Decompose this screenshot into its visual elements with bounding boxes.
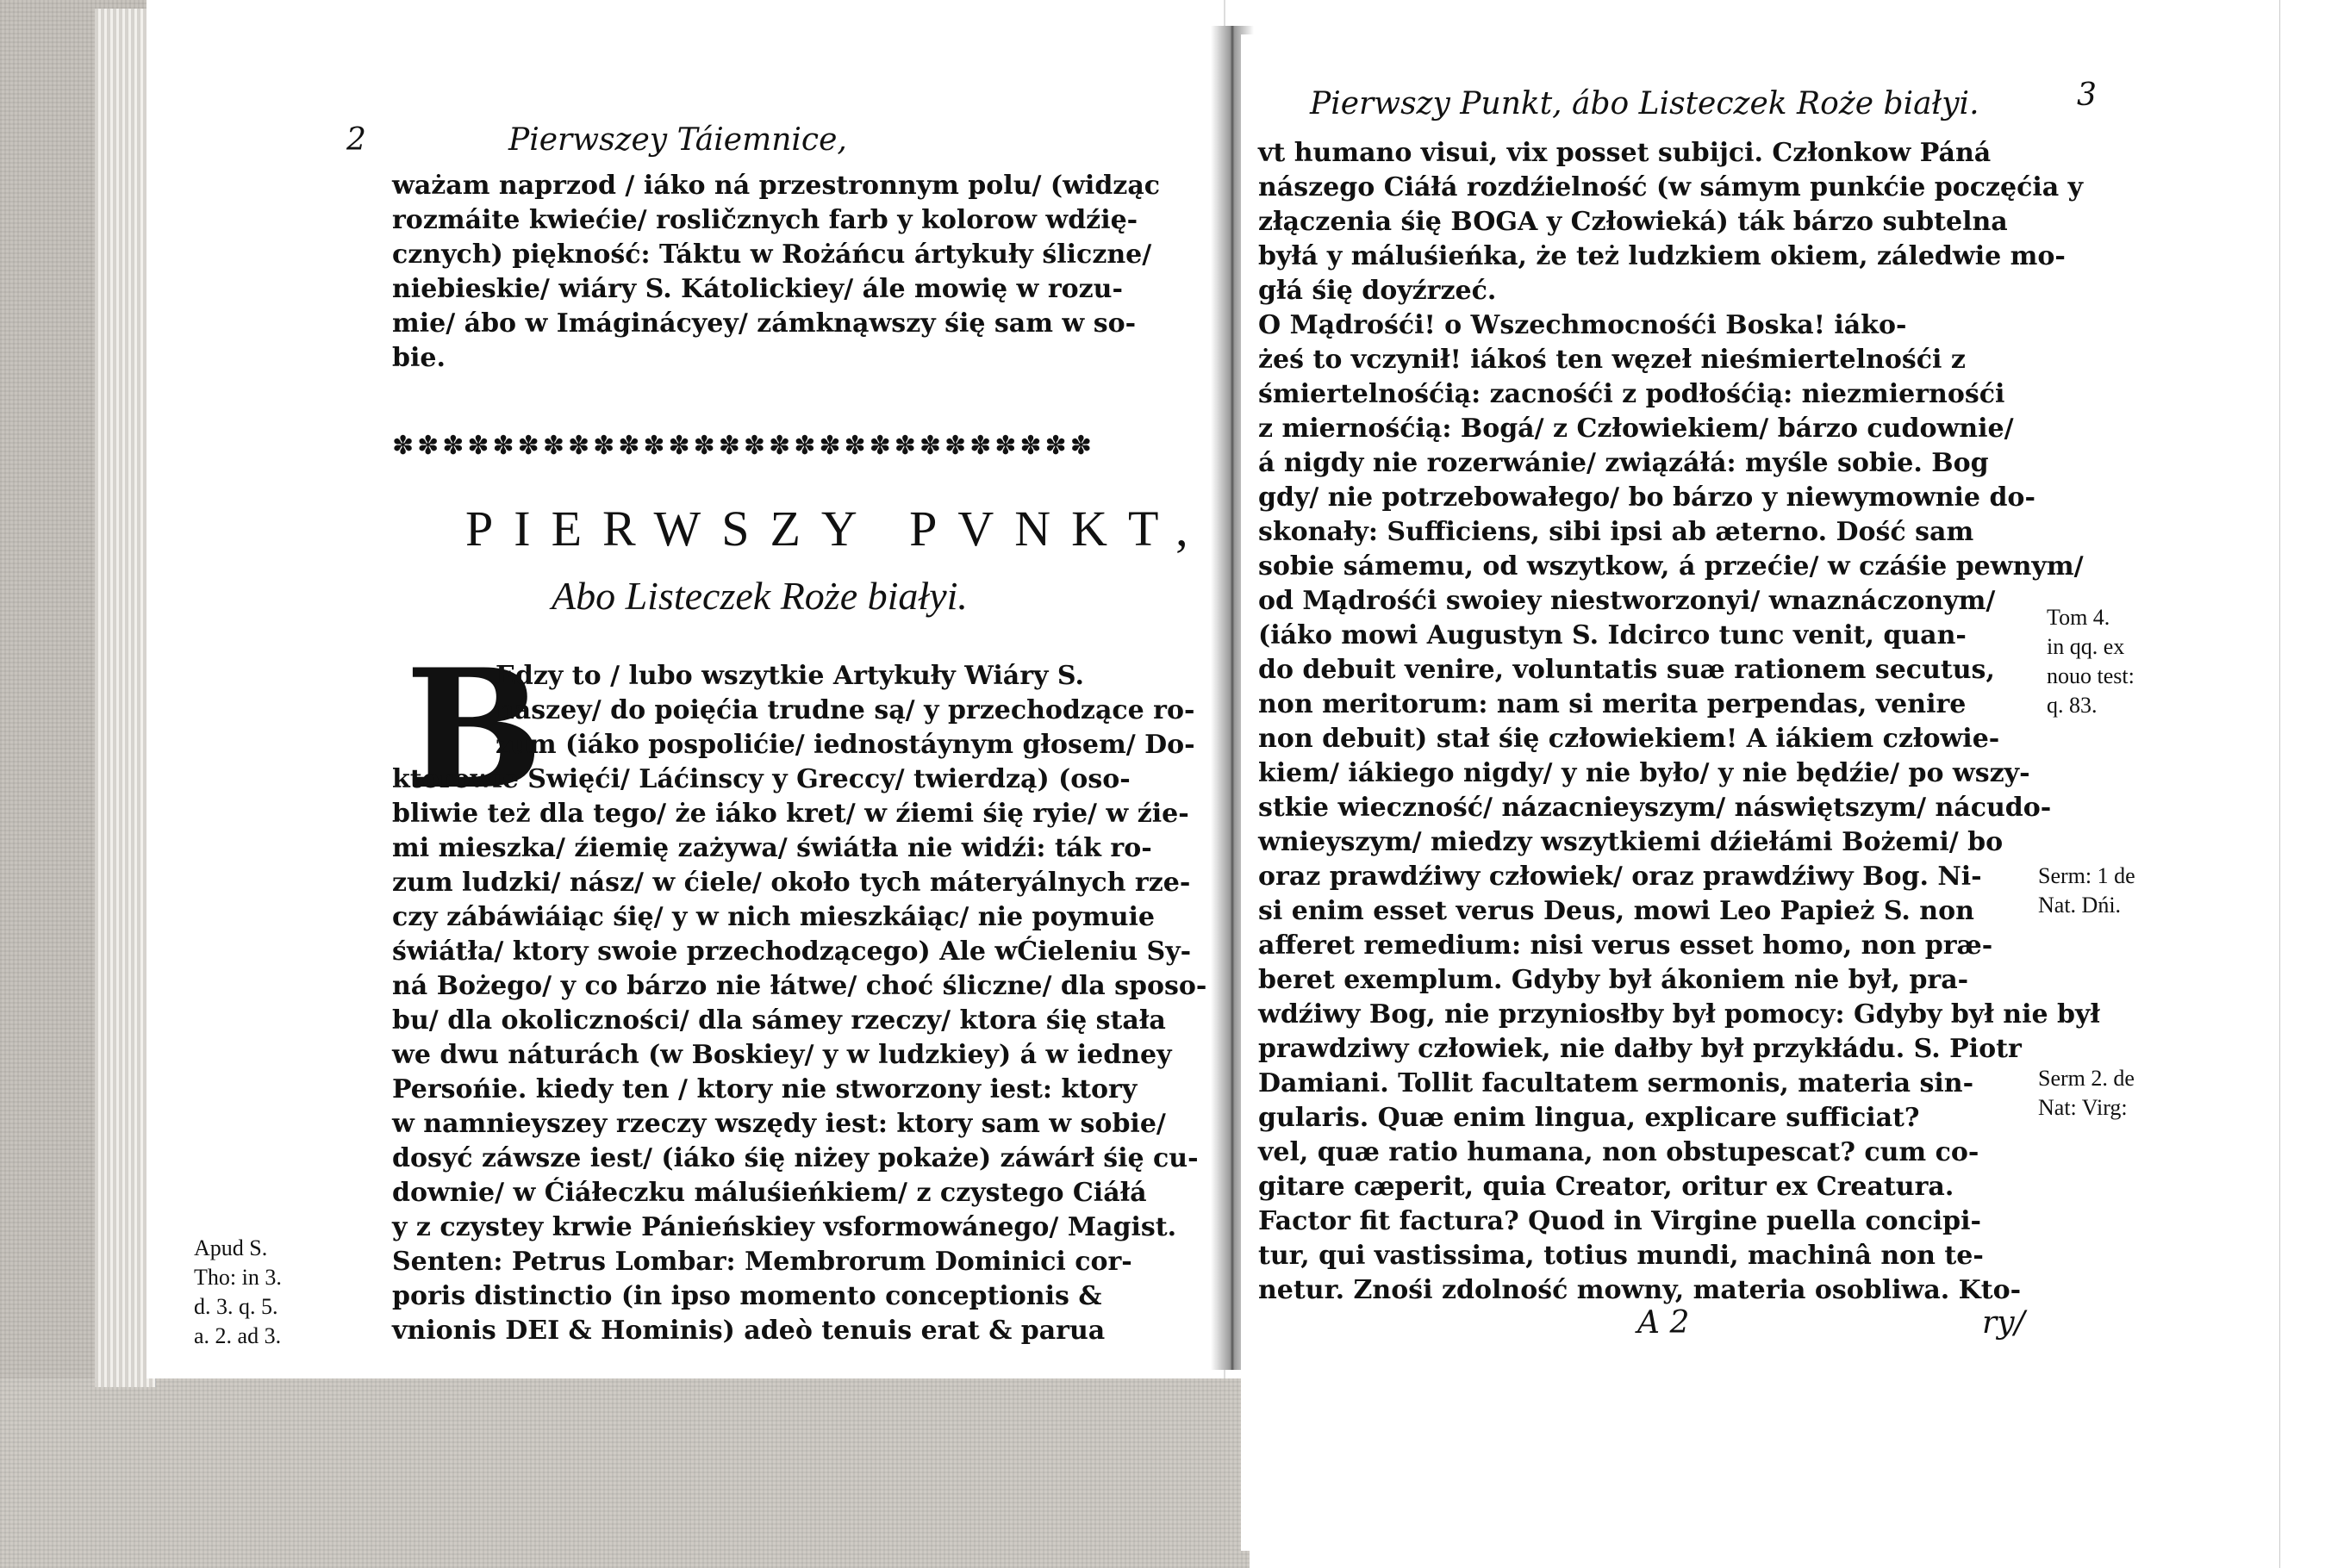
text-line: miе/ ábo w Imáginácyey/ zámknąwszy śię sam w so- bbox=[392, 308, 1137, 339]
text-line: Damiani. Tollit facultatem sermonis, materia sin- bbox=[1258, 1068, 1974, 1098]
right-page bbox=[1241, 34, 2314, 1551]
right-body-text bbox=[1258, 136, 2100, 1308]
left-margin-note bbox=[194, 1234, 282, 1351]
right-page-edge bbox=[2279, 0, 2344, 1568]
text-line: Persońie. kiedy ten / ktory nie stworzony iest: ktory bbox=[392, 1074, 1138, 1104]
text-line: byłá y máluśieńka, że też ludzkiem okiem, záledwie mo- bbox=[1258, 241, 2066, 271]
text-line: bie. bbox=[392, 343, 446, 373]
text-line: od Mądrośći swoiey niestworzonyi/ wnaznáczonym/ bbox=[1258, 586, 1996, 616]
text-line: nászego Ciáłá rozdźielność (w sámym punkćie poczęćia y bbox=[1258, 172, 2084, 202]
text-line: y z czystey krwie Pánieńskiey vsformowánego/ Magist. bbox=[392, 1212, 1177, 1242]
text-line: w namnieyszey rzeczy wszędy iest: ktory sam w sobie/ bbox=[392, 1109, 1166, 1139]
margin-line: Nat. Dńi. bbox=[2038, 893, 2122, 918]
text-line: we dwu náturách (w Boskiey/ y w ludzkiey) á w iedney bbox=[392, 1040, 1172, 1070]
text-line: ná Bożego/ y co bárzo nie łátwe/ choć śliczne/ dla sposo- bbox=[392, 971, 1207, 1001]
text-line: zum (iáko pospolićie/ iednostáynym głosem/ Do- bbox=[496, 730, 1195, 760]
text-line: tur, qui vastissima, totius mundi, machinâ non te- bbox=[1258, 1241, 1984, 1271]
section-title: PIERWSZY PVNKT, bbox=[465, 501, 1209, 557]
left-running-head: Pierwszey Táiemnice, bbox=[508, 122, 847, 158]
margin-line: in qq. ex bbox=[2047, 634, 2125, 659]
text-line: skonały: Sufficiens, sibi ipsi ab æterno. Dość sam bbox=[1258, 517, 1974, 547]
text-line: mi mieszka/ źiemię zażywa/ świátła nie widźi: ták ro- bbox=[392, 833, 1152, 863]
section-subtitle: Abo Listeczek Roże białyi. bbox=[552, 574, 968, 618]
margin-line: q. 83. bbox=[2047, 693, 2098, 718]
text-line: dosyć záwsze iest/ (iáko śię niżey pokaże) záwárł śię cu- bbox=[392, 1143, 1199, 1173]
left-top-text bbox=[392, 169, 1160, 376]
margin-line: nouo test: bbox=[2047, 663, 2135, 688]
text-line: gdy/ nie potrzebowałego/ bo bárzo y niewymownie do- bbox=[1258, 482, 2035, 513]
text-line: bliwie też dla tego/ że iáko kret/ w źiemi śię ryie/ w źie- bbox=[392, 799, 1189, 829]
text-line: netur. Znośi zdolność mowny, materia osobliwa. Kto- bbox=[1258, 1275, 2022, 1305]
text-line: z miernośćią: Bogá/ z Człowiekiem/ bárzo cudownie/ bbox=[1258, 414, 2014, 444]
text-line: si enim esset verus Deus, mowi Leo Papież S. non bbox=[1258, 896, 1974, 926]
text-line: Factor fit factura? Quod in Virgine puella concipi- bbox=[1258, 1206, 1981, 1236]
text-line: Edzy to / lubo wszytkie Artykuły Wiáry S. bbox=[496, 661, 1084, 691]
text-line: non debuit) stał śię człowiekiem! A iákiem człowie- bbox=[1258, 724, 2000, 754]
text-line: sobie sámemu, od wszytkow, á przećie/ w czáśie pewnym/ bbox=[1258, 551, 2084, 582]
text-line: wdźiwy Bog, nie przyniosłby był pomocy: Gdyby był nie był bbox=[1258, 999, 2100, 1030]
text-line: żeś to vczynił! iákoś ten węzeł nieśmiertelnośći z bbox=[1258, 345, 1966, 375]
text-line: vnionis DEI & Hominis) adeò tenuis erat & parua bbox=[392, 1316, 1106, 1346]
text-line: do debuit venire, voluntatis suæ rationem secutus, bbox=[1258, 655, 1995, 685]
text-line: złączenia śię BOGA y Człowieká) ták bárzo subtelna bbox=[1258, 207, 2008, 237]
text-line: czy zábáwiáiąc śię/ y w nich mieszkáiąc/ nie poymuie bbox=[392, 902, 1155, 932]
drop-capital: B bbox=[405, 633, 544, 825]
left-page bbox=[146, 0, 1224, 1378]
text-line: ktorowie Swięći/ Láćinscy y Greccy/ twierdzą) (oso- bbox=[392, 764, 1131, 794]
cloth-background-bottom bbox=[0, 1378, 1250, 1568]
text-line: rozmáite kwiećie/ rosličznych farb y kolorow wdźię- bbox=[392, 205, 1138, 235]
text-line: gularis. Quæ enim lingua, explicare sufficiat? bbox=[1258, 1103, 1920, 1133]
text-line: vel, quæ ratio humana, non obstupescat? cum co- bbox=[1258, 1137, 1979, 1167]
text-line: poris distinctio (in ipso momento conceptionis & bbox=[392, 1281, 1102, 1311]
text-line: wnieyszym/ miedzy wszytkiemi dźiełámi Bożemi/ bo bbox=[1258, 827, 2004, 857]
text-line: stkie wieczność/ názacnieyszym/ náswiętszym/ nácudo- bbox=[1258, 793, 2052, 823]
text-line: świátła/ ktory swoie przechodzącego) Ale wĆieleniu Sy- bbox=[392, 936, 1192, 967]
text-line: cznych) piękność: Táktu w Rożáńcu ártykuły śliczne/ bbox=[392, 240, 1152, 270]
text-line: non meritorum: nam si merita perpendas, venire bbox=[1258, 689, 1967, 719]
text-line: á nigdy nie rozerwánie/ związáłá: myśle sobie. Bog bbox=[1258, 448, 1989, 478]
right-running-head: Pierwszy Punkt, ábo Listeczek Roże białyi. bbox=[1310, 86, 1979, 121]
signature-mark: A 2 bbox=[1637, 1305, 1690, 1341]
text-line: vt humano visui, vix posset subijci. Członkow Páná bbox=[1258, 138, 1992, 168]
margin-line: Serm: 1 de bbox=[2038, 863, 2135, 888]
catchword: ry/ bbox=[1982, 1305, 2025, 1341]
margin-line: Serm 2. de bbox=[2038, 1066, 2135, 1091]
right-page-number: 3 bbox=[2077, 78, 2097, 113]
text-line: beret exemplum. Gdyby był ákoniem nie był, pra- bbox=[1258, 965, 1969, 995]
margin-line: d. 3. q. 5. bbox=[194, 1294, 278, 1319]
text-line: zum ludzki/ nász/ w ćiele/ około tych máteryálnych rze- bbox=[392, 868, 1191, 898]
text-line: niebieskie/ wiáry S. Kátolickiey/ ále mowię w rozu- bbox=[392, 274, 1123, 304]
margin-line: Tho: in 3. bbox=[194, 1265, 282, 1290]
text-line: nászey/ do poięćia trudne są/ y przechodzące ro- bbox=[496, 695, 1195, 725]
margin-line: Tom 4. bbox=[2047, 605, 2110, 630]
text-line: Senten: Petrus Lombar: Membrorum Dominici cor- bbox=[392, 1247, 1132, 1277]
margin-line: a. 2. ad 3. bbox=[194, 1323, 282, 1348]
text-line: O Mądrośći! o Wszechmocnośći Boska! iáko- bbox=[1258, 310, 1907, 340]
right-margin-note-1 bbox=[2047, 603, 2135, 720]
right-margin-note-2 bbox=[2038, 862, 2135, 920]
text-line: (iáko mowi Augustyn S. Idcirco tunc venit, quan- bbox=[1258, 620, 1967, 650]
text-line: kiem/ iákiego nigdy/ y nie było/ y nie będźie/ po wszy- bbox=[1258, 758, 2030, 788]
text-line: afferet remedium: nisi verus esset homo, non præ- bbox=[1258, 930, 1993, 961]
text-line: ważam naprzod / iáko ná przestronnym polu/ (widząc bbox=[392, 171, 1161, 201]
ornament-rule: ✽✽✽✽✽✽✽✽✽✽✽✽✽✽✽✽✽✽✽✽✽✽✽✽✽✽✽✽ bbox=[392, 431, 1095, 461]
text-line: oraz prawdźiwy człowiek/ oraz prawdźiwy Bog. Ni- bbox=[1258, 862, 1982, 892]
right-margin-note-3 bbox=[2038, 1064, 2135, 1123]
margin-line: Apud S. bbox=[194, 1235, 268, 1260]
text-line: prawdziwy człowiek, nie dałby był przykłádu. S. Piotr bbox=[1258, 1034, 2022, 1064]
text-line: śmiertelnośćią: zacnośći z podłośćią: niezmiernośći bbox=[1258, 379, 2005, 409]
text-line: głá śię doyźrzeć. bbox=[1258, 276, 1497, 306]
text-line: gitare cæperit, quia Creator, oritur ex Creatura. bbox=[1258, 1172, 1954, 1202]
text-line: bu/ dla okoliczności/ dla sámey rzeczy/ ktora śię stała bbox=[392, 1005, 1166, 1036]
left-page-number: 2 bbox=[346, 122, 366, 158]
margin-line: Nat: Virg: bbox=[2038, 1095, 2128, 1120]
text-line: downie/ w Ćiáłeczku máluśieńkiem/ z czystego Ciáłá bbox=[392, 1178, 1147, 1208]
